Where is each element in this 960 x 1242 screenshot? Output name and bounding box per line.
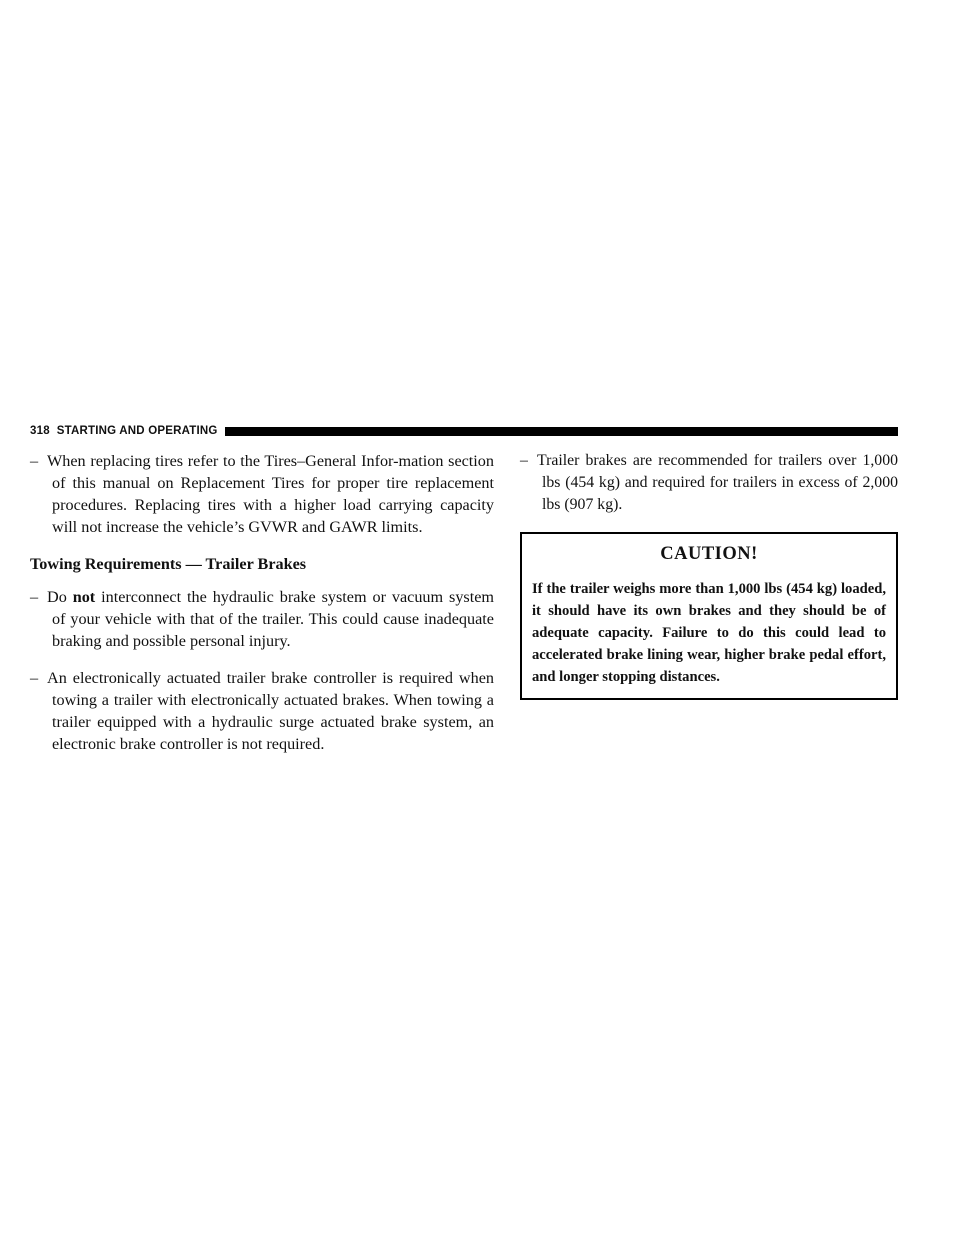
bullet-text: When replacing tires refer to the Tires–General Infor-mation section of this manual on Replacement Tires for proper tire replacement procedures. Replacing tires with a higher load carrying capacity will not increase the vehicle’s GVWR and GAWR limits. — [47, 452, 494, 536]
caution-title: CAUTION! — [660, 544, 758, 564]
bullet-text: Trailer brakes are recommended for trailers over 1,000 lbs (454 kg) and required for trailers in excess of 2,000 lbs (907 kg). — [537, 452, 898, 513]
right-column — [520, 450, 898, 700]
bullet-dash: – — [30, 669, 39, 687]
bullet-trailer-brakes — [520, 450, 898, 516]
page-number: 318 — [30, 425, 50, 437]
bullet-hydraulic-system — [30, 586, 494, 652]
section-title: STARTING AND OPERATING — [56, 425, 218, 437]
bullet-emphasis: not — [72, 588, 96, 606]
bullet-text-before: Do — [47, 588, 73, 606]
caution-box — [520, 532, 898, 700]
page-header — [30, 424, 898, 438]
caution-body: If the trailer weighs more than 1,000 lbs (454 kg) loaded, it should have its own brakes and they should be of adequate capacity. Failure to do this could lead to accelerated brake lining wear, higher brake pedal effort, and longer stopping distances. — [532, 581, 886, 685]
bullet-brake-controller — [30, 667, 494, 755]
bullet-dash: – — [520, 452, 528, 469]
bullet-dash: – — [30, 588, 39, 606]
left-column — [30, 450, 494, 770]
subheading-towing-requirements: Towing Requirements — Trailer Brakes — [30, 555, 307, 573]
bullet-text-after: interconnect the hydraulic brake system or vacuum system of your vehicle with that of the trailer. This could cause inadequate braking and possible personal injury. — [52, 588, 494, 650]
bullet-replacing-tires — [30, 450, 494, 538]
header-rule — [225, 427, 898, 436]
bullet-text: An electronically actuated trailer brake controller is required when towing a trailer with electronically actuated brakes. When towing a trailer equipped with a hydraulic surge actuated brake system, an electronic brake controller is not required. — [47, 669, 494, 753]
bullet-dash: – — [30, 452, 39, 470]
